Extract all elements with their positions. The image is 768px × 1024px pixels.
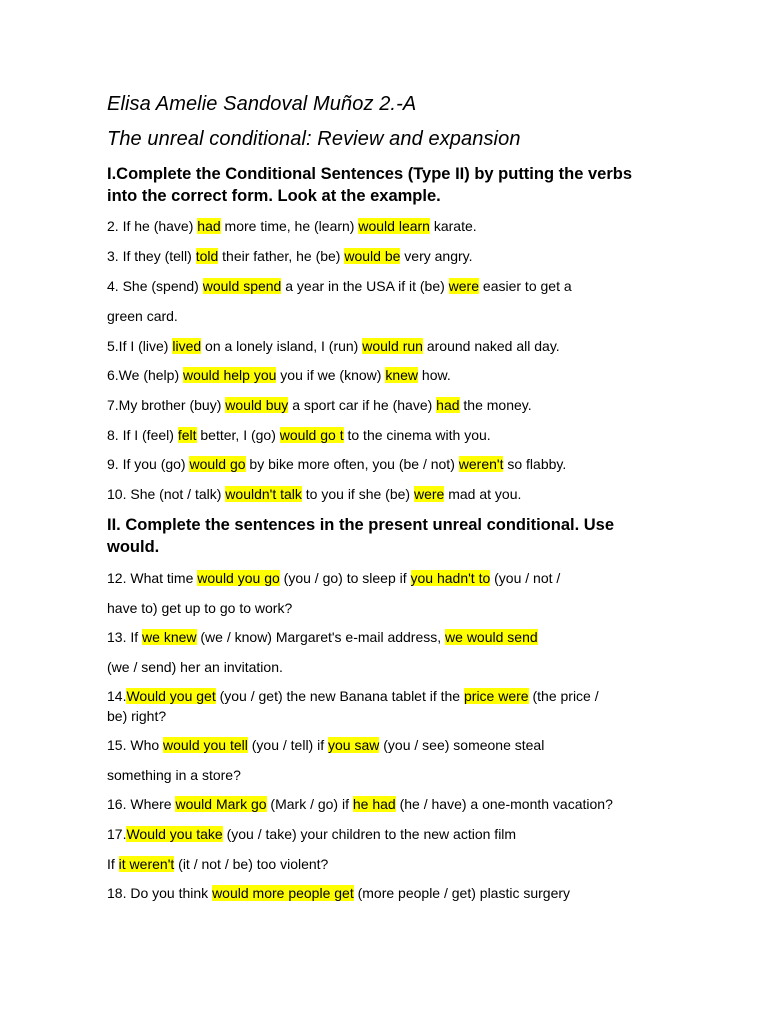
- highlighted-answer: had: [436, 397, 460, 413]
- highlighted-answer: would you tell: [163, 737, 248, 753]
- highlighted-answer: would buy: [225, 397, 289, 413]
- prompt-text: very angry.: [400, 248, 473, 264]
- highlighted-answer: we would send: [445, 629, 538, 645]
- highlighted-answer: price were: [464, 688, 529, 704]
- exercise-line: [107, 278, 572, 294]
- section-2-heading: II. Complete the sentences in the present unreal conditional. Use would.: [107, 516, 615, 556]
- exercise-line: [107, 688, 599, 704]
- exercise-line: [107, 600, 292, 616]
- exercise-line: [107, 826, 516, 842]
- prompt-text: (Mark / go) if: [266, 796, 353, 812]
- exercise-line: [107, 427, 491, 443]
- prompt-text: 14.: [107, 688, 127, 704]
- exercise-line: [107, 767, 241, 783]
- prompt-text: 3. If they (tell): [107, 248, 196, 264]
- highlighted-answer: would you go: [197, 570, 280, 586]
- prompt-text: 4. She (spend): [107, 278, 203, 294]
- prompt-text: how.: [418, 367, 451, 383]
- prompt-text: their father, he (be): [218, 248, 345, 264]
- highlighted-answer: we knew: [142, 629, 197, 645]
- exercise-line: [107, 308, 178, 324]
- prompt-text: 7.My brother (buy): [107, 397, 226, 413]
- highlighted-answer: wouldn't talk: [225, 486, 302, 502]
- exercise-line: [107, 659, 283, 675]
- exercise-line: [107, 796, 613, 812]
- prompt-text: 10. She (not / talk): [107, 486, 226, 502]
- prompt-text: to the cinema with you.: [343, 427, 491, 443]
- highlighted-answer: would go t: [279, 427, 344, 443]
- exercise-line: [107, 456, 566, 472]
- prompt-text: If: [107, 856, 119, 872]
- highlighted-answer: had: [197, 218, 221, 234]
- highlighted-answer: would be: [344, 248, 401, 264]
- prompt-text: you if we (know): [276, 367, 386, 383]
- section-1-heading: I.Complete the Conditional Sentences (Type II) by putting the verbs into the correct form. Look at the example.: [107, 165, 632, 205]
- prompt-text: 16. Where: [107, 796, 176, 812]
- highlighted-answer: felt: [177, 427, 197, 443]
- prompt-text: a year in the USA if it (be): [281, 278, 449, 294]
- highlighted-answer: would run: [362, 338, 423, 354]
- prompt-text: (you / go) to sleep if: [279, 570, 411, 586]
- highlighted-answer: would learn: [358, 218, 430, 234]
- prompt-text: (we / know) Margaret's e-mail address,: [196, 629, 446, 645]
- exercise-line: [107, 885, 570, 901]
- prompt-text: better, I (go): [196, 427, 280, 443]
- highlighted-answer: would go: [189, 456, 246, 472]
- prompt-text: (we / send) her an invitation.: [107, 659, 283, 675]
- exercise-line: [107, 397, 532, 413]
- prompt-text: karate.: [429, 218, 477, 234]
- exercise-line: [107, 338, 560, 354]
- exercise-line: [107, 570, 560, 586]
- prompt-text: more time, he (learn): [220, 218, 359, 234]
- prompt-text: be) right?: [107, 708, 167, 724]
- exercise-line: [107, 218, 477, 234]
- prompt-text: easier to get a: [479, 278, 572, 294]
- prompt-text: 13. If: [107, 629, 143, 645]
- prompt-text: (he / have) a one-month vacation?: [395, 796, 613, 812]
- highlighted-answer: would Mark go: [175, 796, 267, 812]
- prompt-text: to you if she (be): [301, 486, 414, 502]
- prompt-text: something in a store?: [107, 767, 241, 783]
- exercise-line: [107, 737, 544, 753]
- highlighted-answer: Would you take: [126, 826, 223, 842]
- prompt-text: (you / not /: [490, 570, 561, 586]
- exercise-line: [107, 248, 473, 264]
- student-name: Elisa Amelie Sandoval Muñoz 2.-A: [107, 93, 417, 115]
- prompt-text: (you / see) someone steal: [379, 737, 545, 753]
- prompt-text: by bike more often, you (be / not): [245, 456, 459, 472]
- prompt-text: mad at you.: [444, 486, 522, 502]
- page-title: The unreal conditional: Review and expansion: [107, 128, 521, 150]
- highlighted-answer: he had: [352, 796, 396, 812]
- prompt-text: 12. What time: [107, 570, 198, 586]
- exercise-line: [107, 708, 166, 724]
- highlighted-answer: would more people get: [212, 885, 354, 901]
- prompt-text: 8. If I (feel): [107, 427, 178, 443]
- prompt-text: around naked all day.: [422, 338, 560, 354]
- highlighted-answer: Would you get: [126, 688, 216, 704]
- prompt-text: (you / get) the new Banana tablet if the: [215, 688, 464, 704]
- prompt-text: (it / not / be) too violent?: [174, 856, 329, 872]
- prompt-text: 17.: [107, 826, 127, 842]
- highlighted-answer: you hadn't to: [410, 570, 491, 586]
- prompt-text: 2. If he (have): [107, 218, 198, 234]
- highlighted-answer: were: [448, 278, 480, 294]
- prompt-text: (you / take) your children to the new action film: [222, 826, 517, 842]
- prompt-text: have to) get up to go to work?: [107, 600, 293, 616]
- highlighted-answer: would help you: [183, 367, 277, 383]
- highlighted-answer: you saw: [328, 737, 380, 753]
- highlighted-answer: would spend: [202, 278, 282, 294]
- prompt-text: so flabby.: [503, 456, 567, 472]
- exercise-line: [107, 629, 538, 645]
- highlighted-answer: told: [195, 248, 219, 264]
- prompt-text: 5.If I (live): [107, 338, 173, 354]
- highlighted-answer: it weren't: [118, 856, 175, 872]
- highlighted-answer: lived: [172, 338, 202, 354]
- prompt-text: a sport car if he (have): [288, 397, 437, 413]
- highlighted-answer: knew: [385, 367, 419, 383]
- prompt-text: 18. Do you think: [107, 885, 213, 901]
- prompt-text: the money.: [459, 397, 532, 413]
- highlighted-answer: weren't: [458, 456, 504, 472]
- prompt-text: (the price /: [528, 688, 599, 704]
- prompt-text: (you / tell) if: [247, 737, 328, 753]
- prompt-text: green card.: [107, 308, 178, 324]
- highlighted-answer: were: [413, 486, 445, 502]
- exercise-line: [107, 486, 521, 502]
- exercise-line: [107, 367, 451, 383]
- prompt-text: 9. If you (go): [107, 456, 190, 472]
- exercise-line: [107, 856, 328, 872]
- prompt-text: (more people / get) plastic surgery: [353, 885, 571, 901]
- prompt-text: 15. Who: [107, 737, 164, 753]
- prompt-text: on a lonely island, I (run): [201, 338, 363, 354]
- prompt-text: 6.We (help): [107, 367, 183, 383]
